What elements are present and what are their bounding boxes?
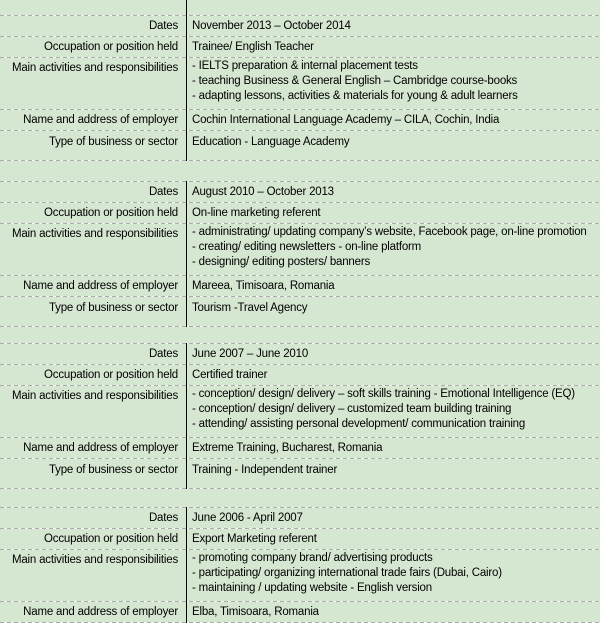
dates-value: August 2010 – October 2013 <box>192 185 334 198</box>
sector-value: Training - Independent trainer <box>192 464 338 476</box>
sector-row <box>0 296 600 327</box>
occupation-value: Trainee/ English Teacher <box>192 40 314 53</box>
experience-block <box>0 15 600 161</box>
occupation-value: Export Marketing referent <box>192 532 317 545</box>
sector-row <box>0 130 600 161</box>
dates-value: June 2006 - April 2007 <box>192 511 303 524</box>
activities-label: Main activities and responsibilities <box>11 228 178 240</box>
activity-line: - maintaining / updating website - English version <box>192 582 432 594</box>
dates-label: Dates <box>148 511 178 524</box>
activity-line: - adapting lessons, activities & materials for young & adult learners <box>192 90 518 102</box>
activity-line: - teaching Business & General English – Cambridge course-books <box>192 75 518 87</box>
employer-label: Name and address of employer <box>23 441 178 454</box>
employer-label: Name and address of employer <box>23 113 178 126</box>
experience-block <box>0 507 600 623</box>
occupation-label: Occupation or position held <box>44 206 178 219</box>
activities-row <box>0 223 600 275</box>
employer-label: Name and address of employer <box>23 279 178 292</box>
occupation-row <box>0 202 600 223</box>
employer-value: Cochin International Language Academy – CILA, Cochin, India <box>192 113 500 126</box>
work-experience-list <box>0 15 600 623</box>
sector-label: Type of business or sector <box>48 136 178 148</box>
dates-label: Dates <box>148 347 178 360</box>
block-gap <box>0 161 600 181</box>
activities-label: Main activities and responsibilities <box>11 554 178 566</box>
activity-line: - administrating/ updating company’s website, Facebook page, on-line promotion <box>192 226 587 238</box>
activities-row <box>0 385 600 437</box>
activities-value <box>186 223 600 275</box>
employer-row <box>0 109 600 130</box>
dates-row <box>0 181 600 202</box>
activities-label: Main activities and responsibilities <box>11 390 178 402</box>
employer-value: Extreme Training, Bucharest, Romania <box>192 441 383 454</box>
activity-line: - attending/ assisting personal development/ communication training <box>192 418 526 430</box>
occupation-label: Occupation or position held <box>44 40 178 53</box>
occupation-row <box>0 528 600 549</box>
occupation-label: Occupation or position held <box>44 368 178 381</box>
occupation-row <box>0 36 600 57</box>
employer-row <box>0 275 600 296</box>
employer-value: Elba, Timisoara, Romania <box>192 606 319 618</box>
dates-row <box>0 343 600 364</box>
dates-value: June 2007 – June 2010 <box>192 347 309 360</box>
employer-row <box>0 437 600 458</box>
activity-line: - designing/ editing posters/ banners <box>192 256 370 268</box>
occupation-row <box>0 364 600 385</box>
activities-value <box>186 57 600 109</box>
occupation-value: On-line marketing referent <box>192 206 321 219</box>
activity-line: - participating/ organizing international trade fairs (Dubai, Cairo) <box>192 567 502 579</box>
activity-line: - promoting company brand/ advertising products <box>192 552 433 564</box>
dates-label: Dates <box>148 185 178 198</box>
activities-value <box>186 385 600 437</box>
activities-value <box>186 549 600 601</box>
activities-row <box>0 549 600 601</box>
experience-block <box>0 181 600 327</box>
activities-label: Main activities and responsibilities <box>11 62 178 74</box>
activity-line: - conception/ design/ delivery – customized team building training <box>192 403 512 415</box>
block-gap <box>0 327 600 343</box>
block-gap <box>0 489 600 507</box>
employer-value: Mareea, Timisoara, Romania <box>192 279 335 292</box>
employer-row <box>0 601 600 623</box>
occupation-label: Occupation or position held <box>44 532 178 545</box>
occupation-value: Certified trainer <box>192 368 268 381</box>
activity-line: - IELTS preparation & internal placement tests <box>192 60 418 72</box>
sector-row <box>0 458 600 489</box>
employer-label: Name and address of employer <box>23 606 178 618</box>
sector-label: Type of business or sector <box>48 302 178 314</box>
dates-row <box>0 507 600 528</box>
activities-row <box>0 57 600 109</box>
top-spacer <box>0 0 600 15</box>
activity-line: - creating/ editing newsletters - on-line platform <box>192 241 422 253</box>
dates-row <box>0 15 600 36</box>
dates-value: November 2013 – October 2014 <box>192 19 351 32</box>
sector-value: Tourism -Travel Agency <box>192 302 308 314</box>
experience-block <box>0 343 600 489</box>
sector-label: Type of business or sector <box>48 464 178 476</box>
activity-line: - conception/ design/ delivery – soft skills training - Emotional Intelligence (EQ) <box>192 388 575 400</box>
dates-label: Dates <box>148 19 178 32</box>
sector-value: Education - Language Academy <box>192 136 350 148</box>
